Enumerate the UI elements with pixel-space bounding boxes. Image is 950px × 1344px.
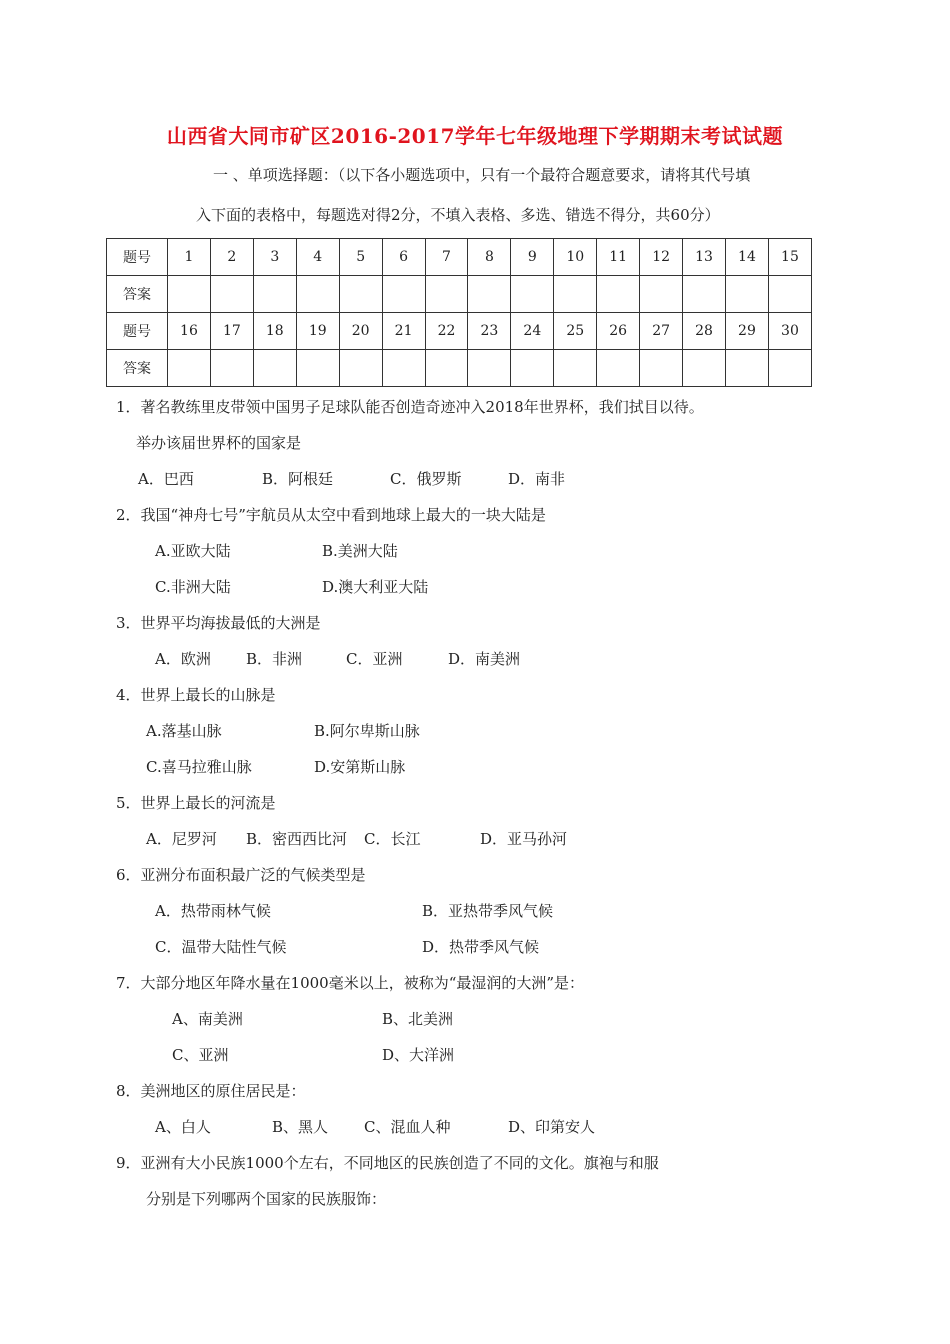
- question-7-option-b: B、北美洲: [382, 1010, 454, 1028]
- question-2-option-a: A.亚欧大陆: [155, 542, 231, 560]
- answer-cell[interactable]: [296, 276, 339, 313]
- table-cell-number: 15: [768, 239, 811, 276]
- table-cell-number: 16: [168, 313, 211, 350]
- instructions-line-2: 入下面的表格中，每题选对得2分，不填入表格、多选、错选不得分，共60分）: [196, 206, 720, 224]
- answer-cell[interactable]: [683, 350, 726, 387]
- table-cell-number: 13: [683, 239, 726, 276]
- question-2-option-c: C.非洲大陆: [155, 578, 231, 596]
- table-cell-number: 21: [382, 313, 425, 350]
- table-cell-number: 5: [339, 239, 382, 276]
- question-7-stem: 7．大部分地区年降水量在1000毫米以上，被称为“最湿润的大洲”是：: [116, 974, 585, 992]
- question-3-option-d: D．南美洲: [448, 650, 521, 668]
- question-1-option-c: C．俄罗斯: [390, 470, 462, 488]
- question-1-option-b: B．阿根廷: [262, 470, 334, 488]
- question-7-option-c: C、亚洲: [172, 1046, 229, 1064]
- answer-cell[interactable]: [597, 350, 640, 387]
- table-row-answers-1: [107, 276, 812, 313]
- table-cell-number: 12: [640, 239, 683, 276]
- question-3-option-b: B．非洲: [246, 650, 303, 668]
- answer-cell[interactable]: [640, 350, 683, 387]
- answer-cell[interactable]: [640, 276, 683, 313]
- question-8-option-b: B、黑人: [272, 1118, 329, 1136]
- answer-cell[interactable]: [253, 350, 296, 387]
- answer-table: [106, 238, 812, 387]
- table-cell-number: 11: [597, 239, 640, 276]
- table-cell-number: 30: [768, 313, 811, 350]
- row-label-number: 题号: [107, 239, 168, 276]
- question-2-stem: 2．我国“神舟七号”宇航员从太空中看到地球上最大的一块大陆是: [116, 506, 546, 524]
- table-cell-number: 8: [468, 239, 511, 276]
- page-title: 山西省大同市矿区2016-2017学年七年级地理下学期期末考试试题: [166, 124, 784, 148]
- answer-cell[interactable]: [253, 276, 296, 313]
- question-2-option-b: B.美洲大陆: [322, 542, 398, 560]
- table-cell-number: 27: [640, 313, 683, 350]
- question-7-option-d: D、大洋洲: [382, 1046, 455, 1064]
- table-cell-number: 10: [554, 239, 597, 276]
- table-cell-number: 29: [725, 313, 768, 350]
- question-4-stem: 4．世界上最长的山脉是: [116, 686, 276, 704]
- question-8-stem: 8．美洲地区的原住居民是：: [116, 1082, 306, 1100]
- table-cell-number: 19: [296, 313, 339, 350]
- question-8-option-d: D、印第安人: [508, 1118, 596, 1136]
- answer-cell[interactable]: [768, 350, 811, 387]
- table-cell-number: 3: [253, 239, 296, 276]
- question-5-option-b: B．密西西比河: [246, 830, 348, 848]
- answer-cell[interactable]: [725, 276, 768, 313]
- table-row-answers-2: [107, 350, 812, 387]
- table-cell-number: 17: [210, 313, 253, 350]
- answer-cell[interactable]: [511, 350, 554, 387]
- row-label-number: 题号: [107, 313, 168, 350]
- answer-cell[interactable]: [339, 276, 382, 313]
- question-8-option-c: C、混血人种: [364, 1118, 451, 1136]
- table-cell-number: 2: [210, 239, 253, 276]
- table-cell-number: 7: [425, 239, 468, 276]
- question-5-option-c: C．长江: [364, 830, 421, 848]
- question-5-stem: 5．世界上最长的河流是: [116, 794, 276, 812]
- table-cell-number: 22: [425, 313, 468, 350]
- table-cell-number: 4: [296, 239, 339, 276]
- question-4-option-c: C.喜马拉雅山脉: [146, 758, 252, 776]
- table-cell-number: 25: [554, 313, 597, 350]
- question-3-stem: 3．世界平均海拔最低的大洲是: [116, 614, 321, 632]
- table-cell-number: 26: [597, 313, 640, 350]
- table-cell-number: 9: [511, 239, 554, 276]
- table-row-numbers-2: [107, 313, 812, 350]
- answer-cell[interactable]: [597, 276, 640, 313]
- answer-cell[interactable]: [683, 276, 726, 313]
- question-6-option-d: D．热带季风气候: [422, 938, 540, 956]
- answer-cell[interactable]: [168, 350, 211, 387]
- answer-cell[interactable]: [210, 350, 253, 387]
- row-label-answer: 答案: [107, 276, 168, 313]
- question-2-option-d: D.澳大利亚大陆: [322, 578, 429, 596]
- answer-cell[interactable]: [554, 276, 597, 313]
- answer-cell[interactable]: [768, 276, 811, 313]
- table-cell-number: 28: [683, 313, 726, 350]
- table-cell-number: 18: [253, 313, 296, 350]
- question-3-option-a: A．欧洲: [155, 650, 211, 668]
- answer-cell[interactable]: [425, 276, 468, 313]
- answer-cell[interactable]: [725, 350, 768, 387]
- answer-cell[interactable]: [168, 276, 211, 313]
- answer-cell[interactable]: [425, 350, 468, 387]
- question-1-stem-cont: 举办该届世界杯的国家是: [136, 434, 302, 452]
- answer-cell[interactable]: [210, 276, 253, 313]
- table-cell-number: 23: [468, 313, 511, 350]
- question-6-stem: 6．亚洲分布面积最广泛的气候类型是: [116, 866, 366, 884]
- answer-cell[interactable]: [296, 350, 339, 387]
- question-8-option-a: A、白人: [155, 1118, 211, 1136]
- row-label-answer: 答案: [107, 350, 168, 387]
- answer-cell[interactable]: [339, 350, 382, 387]
- question-6-option-b: B．亚热带季风气候: [422, 902, 554, 920]
- question-1-option-d: D．南非: [508, 470, 566, 488]
- table-cell-number: 24: [511, 313, 554, 350]
- question-6-option-a: A．热带雨林气候: [155, 902, 271, 920]
- answer-cell[interactable]: [382, 350, 425, 387]
- answer-cell[interactable]: [382, 276, 425, 313]
- question-4-option-d: D.安第斯山脉: [314, 758, 406, 776]
- answer-cell[interactable]: [468, 350, 511, 387]
- question-5-option-d: D．亚马孙河: [480, 830, 568, 848]
- question-7-option-a: A、南美洲: [172, 1010, 243, 1028]
- answer-cell[interactable]: [554, 350, 597, 387]
- answer-cell[interactable]: [511, 276, 554, 313]
- table-row-numbers-1: [107, 239, 812, 276]
- table-cell-number: 1: [168, 239, 211, 276]
- table-cell-number: 20: [339, 313, 382, 350]
- question-3-option-c: C．亚洲: [346, 650, 403, 668]
- question-5-option-a: A．尼罗河: [146, 830, 217, 848]
- table-cell-number: 14: [725, 239, 768, 276]
- question-6-option-c: C．温带大陆性气候: [155, 938, 287, 956]
- question-9-stem-cont: 分别是下列哪两个国家的民族服饰：: [146, 1190, 387, 1208]
- table-cell-number: 6: [382, 239, 425, 276]
- question-1-stem: 1．著名教练里皮带领中国男子足球队能否创造奇迹冲入2018年世界杯，我们拭目以待。: [116, 398, 704, 416]
- answer-cell[interactable]: [468, 276, 511, 313]
- instructions-line-1: 一 、单项选择题：（以下各小题选项中，只有一个最符合题意要求，请将其代号填: [213, 166, 751, 184]
- question-4-option-b: B.阿尔卑斯山脉: [314, 722, 420, 740]
- question-4-option-a: A.落基山脉: [146, 722, 222, 740]
- question-1-option-a: A．巴西: [138, 470, 194, 488]
- question-9-stem: 9．亚洲有大小民族1000个左右，不同地区的民族创造了不同的文化。旗袍与和服: [116, 1154, 659, 1172]
